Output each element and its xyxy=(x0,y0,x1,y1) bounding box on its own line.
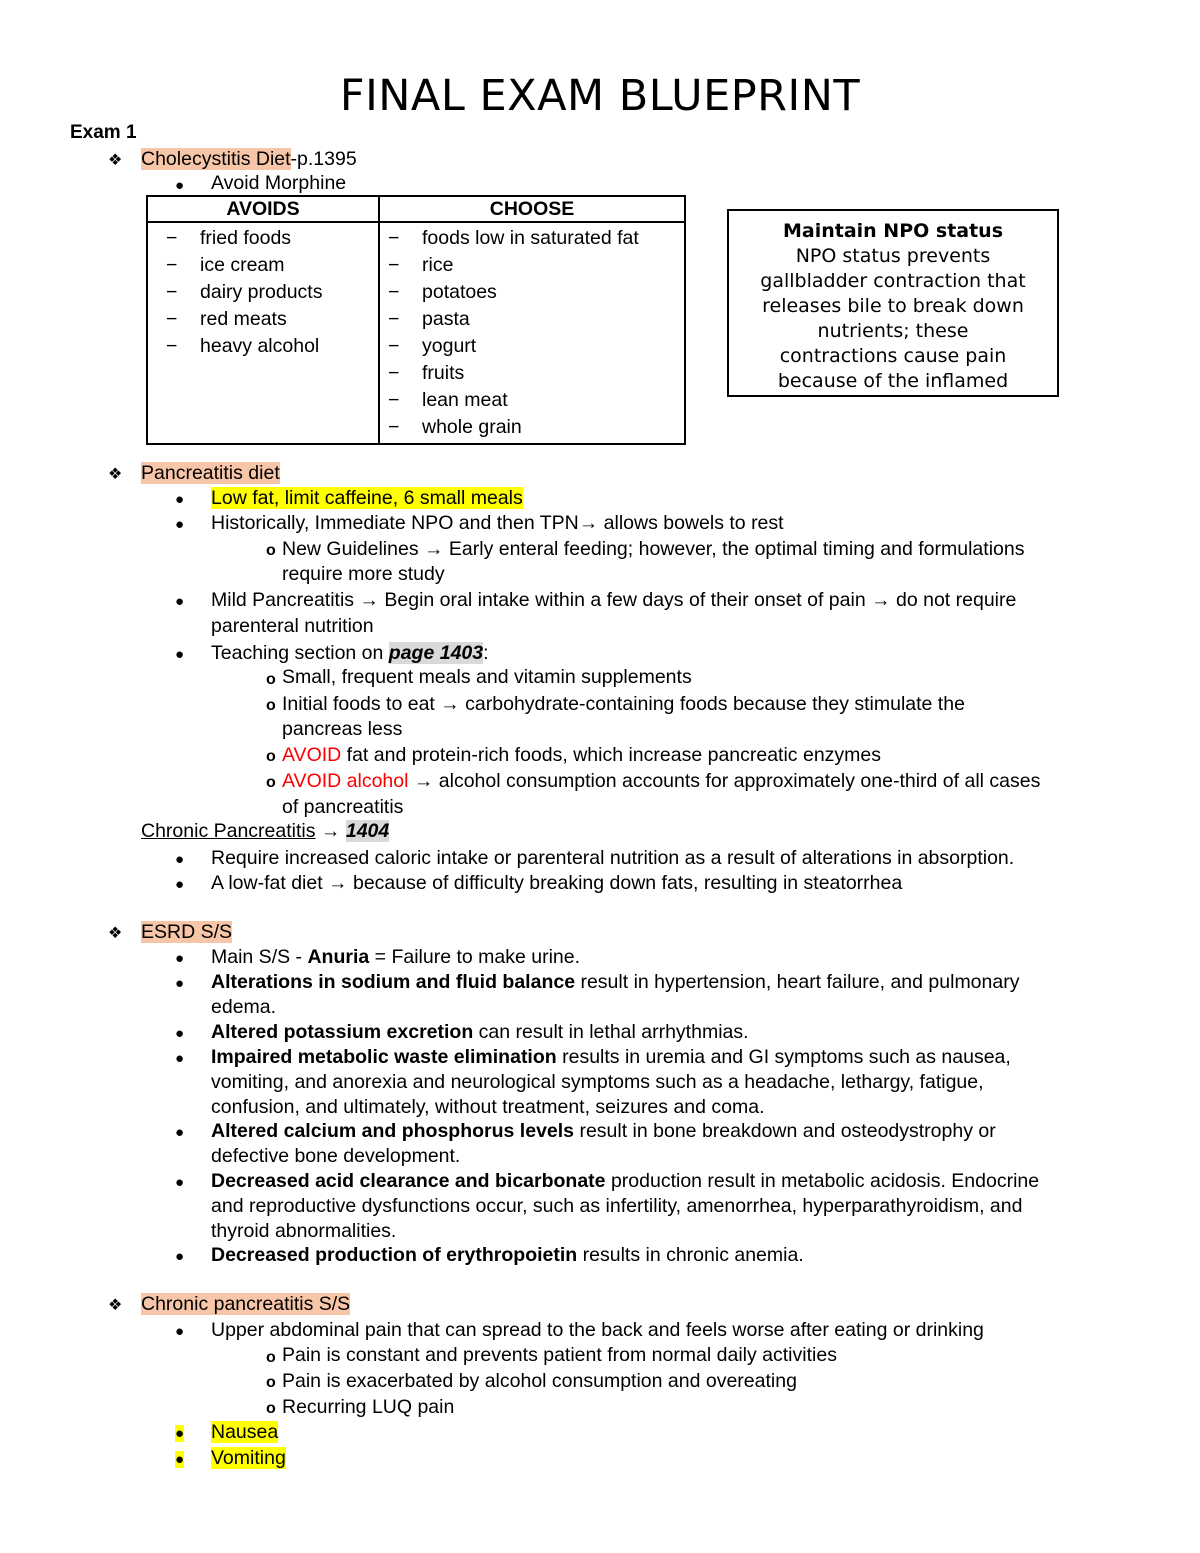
npo-line: nutrients; these xyxy=(817,320,969,342)
col-avoids: AVOIDS xyxy=(147,196,379,222)
page-title: FINAL EXAM BLUEPRINT xyxy=(339,71,861,121)
list-item: Pain is exacerbated by alcohol consumption and overeating xyxy=(282,1370,797,1392)
choose-cell xyxy=(379,222,685,444)
list-item: Nausea xyxy=(211,1421,279,1443)
esrd-heading: ESRD S/S xyxy=(141,921,233,943)
choose-item: − yogurt xyxy=(388,335,477,357)
bullet-icon: ● xyxy=(175,1025,185,1042)
list-item: confusion, and ultimately, without treatment, seizures and coma. xyxy=(211,1096,765,1118)
chronic-pancreatitis-subheading: Chronic Pancreatitis → 1404 xyxy=(141,820,390,842)
npo-line: NPO status prevents xyxy=(795,245,991,267)
bullet-icon: ● xyxy=(175,1174,185,1191)
diamond-icon: ❖ xyxy=(108,1297,123,1314)
bullet-icon: ● xyxy=(175,1050,185,1067)
choose-item: − potatoes xyxy=(388,281,497,303)
choose-item: − foods low in saturated fat xyxy=(388,227,639,249)
list-item: vomiting, and anorexia and neurological symptoms such as a headache, lethargy, fatigue, xyxy=(211,1071,984,1093)
bullet-icon: ● xyxy=(175,1425,185,1442)
avoid-item: − ice cream xyxy=(166,254,285,276)
list-item: parenteral nutrition xyxy=(211,615,374,637)
bullet-icon: ● xyxy=(175,177,185,194)
avoid-item: − fried foods xyxy=(166,227,292,249)
list-item: Vomiting xyxy=(211,1447,286,1469)
list-item: and reproductive dysfunctions occur, such as infertility, amenorrhea, hyperparathyroidism, and xyxy=(211,1195,1023,1217)
list-item: Pain is constant and prevents patient from normal daily activities xyxy=(282,1344,837,1366)
list-item: AVOID fat and protein-rich foods, which increase pancreatic enzymes xyxy=(282,744,882,766)
chronic-ss-heading: Chronic pancreatitis S/S xyxy=(141,1293,351,1315)
sub-bullet-icon: o xyxy=(266,1349,276,1366)
sub-bullet-icon: o xyxy=(266,697,276,714)
avoid-item: − red meats xyxy=(166,308,287,330)
choose-item: − pasta xyxy=(388,308,470,330)
list-item: Impaired metabolic waste elimination results in uremia and GI symptoms such as nausea, xyxy=(211,1046,1011,1068)
npo-line: contractions cause pain xyxy=(779,345,1007,367)
pancreatitis-heading: Pancreatitis diet xyxy=(141,462,280,484)
list-item: Alterations in sodium and fluid balance result in hypertension, heart failure, and pulmonary xyxy=(211,971,1020,993)
bullet-icon: ● xyxy=(175,1124,185,1141)
list-item: Low fat, limit caffeine, 6 small meals xyxy=(211,487,523,509)
npo-line: gallbladder contraction that xyxy=(760,270,1026,292)
choose-item: − lean meat xyxy=(388,389,508,411)
choose-item: − fruits xyxy=(388,362,465,384)
list-item: Upper abdominal pain that can spread to the back and feels worse after eating or drinking xyxy=(211,1319,984,1341)
cholecystitis-heading: Cholecystitis Diet xyxy=(141,148,291,170)
list-item: Historically, Immediate NPO and then TPN→ allows bowels to rest xyxy=(211,512,784,534)
bullet-icon: ● xyxy=(175,516,185,533)
list-item: require more study xyxy=(282,563,445,585)
list-item: New Guidelines → Early enteral feeding; however, the optimal timing and formulations xyxy=(282,538,1025,560)
bullet-icon: ● xyxy=(175,975,185,992)
list-item: pancreas less xyxy=(282,718,403,740)
list-item: Altered potassium excretion can result in lethal arrhythmias. xyxy=(211,1021,749,1043)
col-choose: CHOOSE xyxy=(379,196,685,222)
bullet-icon: ● xyxy=(175,876,185,893)
bullet-icon: ● xyxy=(175,1248,185,1265)
list-item: edema. xyxy=(211,996,277,1018)
list-item: of pancreatitis xyxy=(282,796,404,818)
list-item: Small, frequent meals and vitamin supplements xyxy=(282,666,692,688)
sub-bullet-icon: o xyxy=(266,774,276,791)
list-item: defective bone development. xyxy=(211,1145,461,1167)
list-item: Decreased production of erythropoietin results in chronic anemia. xyxy=(211,1244,804,1266)
bullet-icon: ● xyxy=(175,950,185,967)
bullet-icon: ● xyxy=(175,1323,185,1340)
npo-line: releases bile to break down xyxy=(762,295,1024,317)
avoid-morphine: Avoid Morphine xyxy=(211,172,347,194)
list-item: Teaching section on page 1403: xyxy=(211,642,489,664)
list-item: AVOID alcohol → alcohol consumption accounts for approximately one-third of all cases xyxy=(282,770,1041,792)
cholecystitis-page: -p.1395 xyxy=(290,148,357,170)
list-item: Recurring LUQ pain xyxy=(282,1396,455,1418)
avoid-item: − heavy alcohol xyxy=(166,335,320,357)
diamond-icon: ❖ xyxy=(108,925,123,942)
diet-table xyxy=(146,195,686,445)
section-cholecystitis xyxy=(141,147,357,172)
avoids-cell xyxy=(147,222,379,444)
sub-bullet-icon: o xyxy=(266,671,276,688)
sub-bullet-icon: o xyxy=(266,1400,276,1417)
npo-heading: Maintain NPO status xyxy=(782,220,1004,242)
list-item: thyroid abnormalities. xyxy=(211,1220,397,1242)
bullet-icon: ● xyxy=(175,646,185,663)
npo-box xyxy=(727,209,1059,397)
list-item: Altered calcium and phosphorus levels result in bone breakdown and osteodystrophy or xyxy=(211,1120,996,1142)
exam-heading: Exam 1 xyxy=(70,122,137,143)
page-ref: 1404 xyxy=(345,820,390,842)
avoid-item: − dairy products xyxy=(166,281,323,303)
diamond-icon: ❖ xyxy=(108,466,123,483)
bullet-icon: ● xyxy=(175,593,185,610)
list-item: Decreased acid clearance and bicarbonate production result in metabolic acidosis. Endocrine xyxy=(211,1170,1040,1192)
list-item: Initial foods to eat → carbohydrate-containing foods because they stimulate the xyxy=(282,693,965,715)
list-item: A low-fat diet → because of difficulty breaking down fats, resulting in steatorrhea xyxy=(211,872,903,894)
page-ref: page 1403 xyxy=(388,642,484,664)
bullet-icon: ● xyxy=(175,851,185,868)
npo-line: because of the inflamed xyxy=(777,370,1009,392)
choose-item: − whole grain xyxy=(388,416,522,438)
diamond-icon: ❖ xyxy=(108,152,123,169)
choose-item: − rice xyxy=(388,254,454,276)
bullet-icon: ● xyxy=(175,491,185,508)
list-item: Require increased caloric intake or parenteral nutrition as a result of alterations in absorption. xyxy=(211,847,1015,869)
sub-bullet-icon: o xyxy=(266,542,276,559)
list-item: Mild Pancreatitis → Begin oral intake within a few days of their onset of pain → do not require xyxy=(211,589,1017,611)
bullet-icon: ● xyxy=(175,1451,185,1468)
sub-bullet-icon: o xyxy=(266,748,276,765)
list-item: Main S/S - Anuria = Failure to make urine. xyxy=(211,946,581,968)
sub-bullet-icon: o xyxy=(266,1374,276,1391)
